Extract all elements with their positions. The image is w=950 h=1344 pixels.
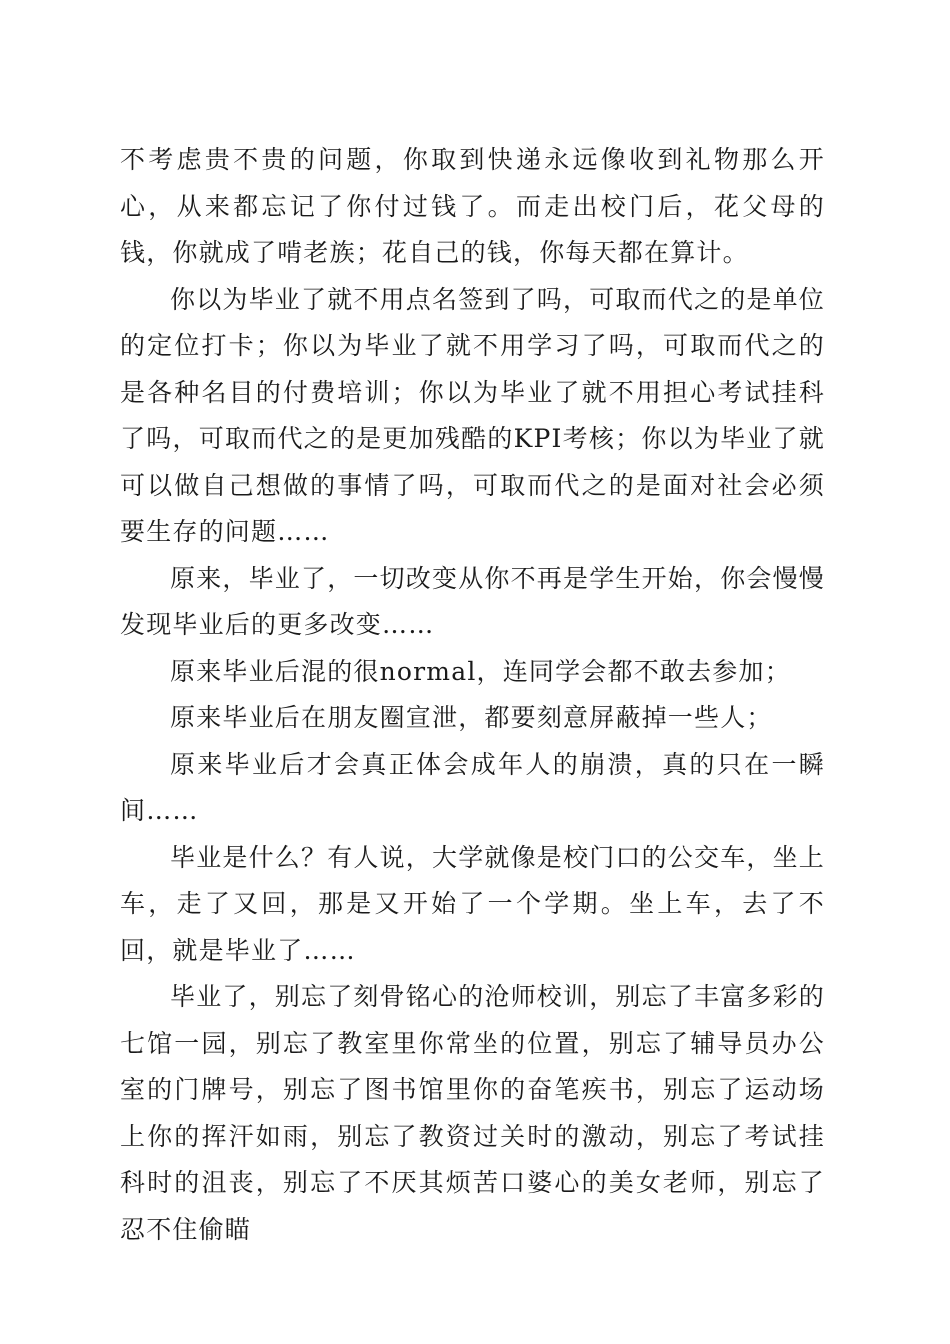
paragraph-2: 你以为毕业了就不用点名签到了吗，可取而代之的是单位的定位打卡；你以为毕业了就不用学习了吗，可取而代之的是各种名目的付费培训；你以为毕业了就不用担心考试挂科了吗，可取而代之的是更加残酷的KPI考核；你以为毕业了就可以做自己想做的事情了吗，可取而代之的是面对社会必须要生存的问题……	[120, 284, 826, 546]
document-page	[120, 137, 825, 1253]
paragraph-8: 毕业了，别忘了刻骨铭心的沧师校训，别忘了丰富多彩的七馆一园，别忘了教室里你常坐的位置，别忘了辅导员办公室的门牌号，别忘了图书馆里你的奋笔疾书，别忘了运动场上你的挥汗如雨，别忘了教资过关时的激动，别忘了考试挂科时的沮丧，别忘了不厌其烦苦口婆心的美女老师，别忘了忍不住偷瞄	[120, 982, 826, 1244]
paragraph-1: 不考虑贵不贵的问题，你取到快递永远像收到礼物那么开心，从来都忘记了你付过钱了。而走出校门后，花父母的钱，你就成了啃老族；花自己的钱，你每天都在算计。	[120, 145, 825, 267]
paragraph-6: 原来毕业后才会真正体会成年人的崩溃，真的只在一瞬间……	[120, 749, 825, 825]
paragraph-5: 原来毕业后在朋友圈宣泄，都要刻意屏蔽掉一些人；	[170, 703, 773, 732]
paragraph-7: 毕业是什么？有人说，大学就像是校门口的公交车，坐上车，走了又回，那是又开始了一个学期。坐上车，去了不回，就是毕业了……	[120, 842, 826, 965]
paragraph-4: 原来毕业后混的很normal，连同学会都不敢去参加；	[170, 656, 791, 686]
paragraph-3: 原来，毕业了，一切改变从你不再是学生开始，你会慢慢发现毕业后的更多改变……	[120, 563, 826, 639]
